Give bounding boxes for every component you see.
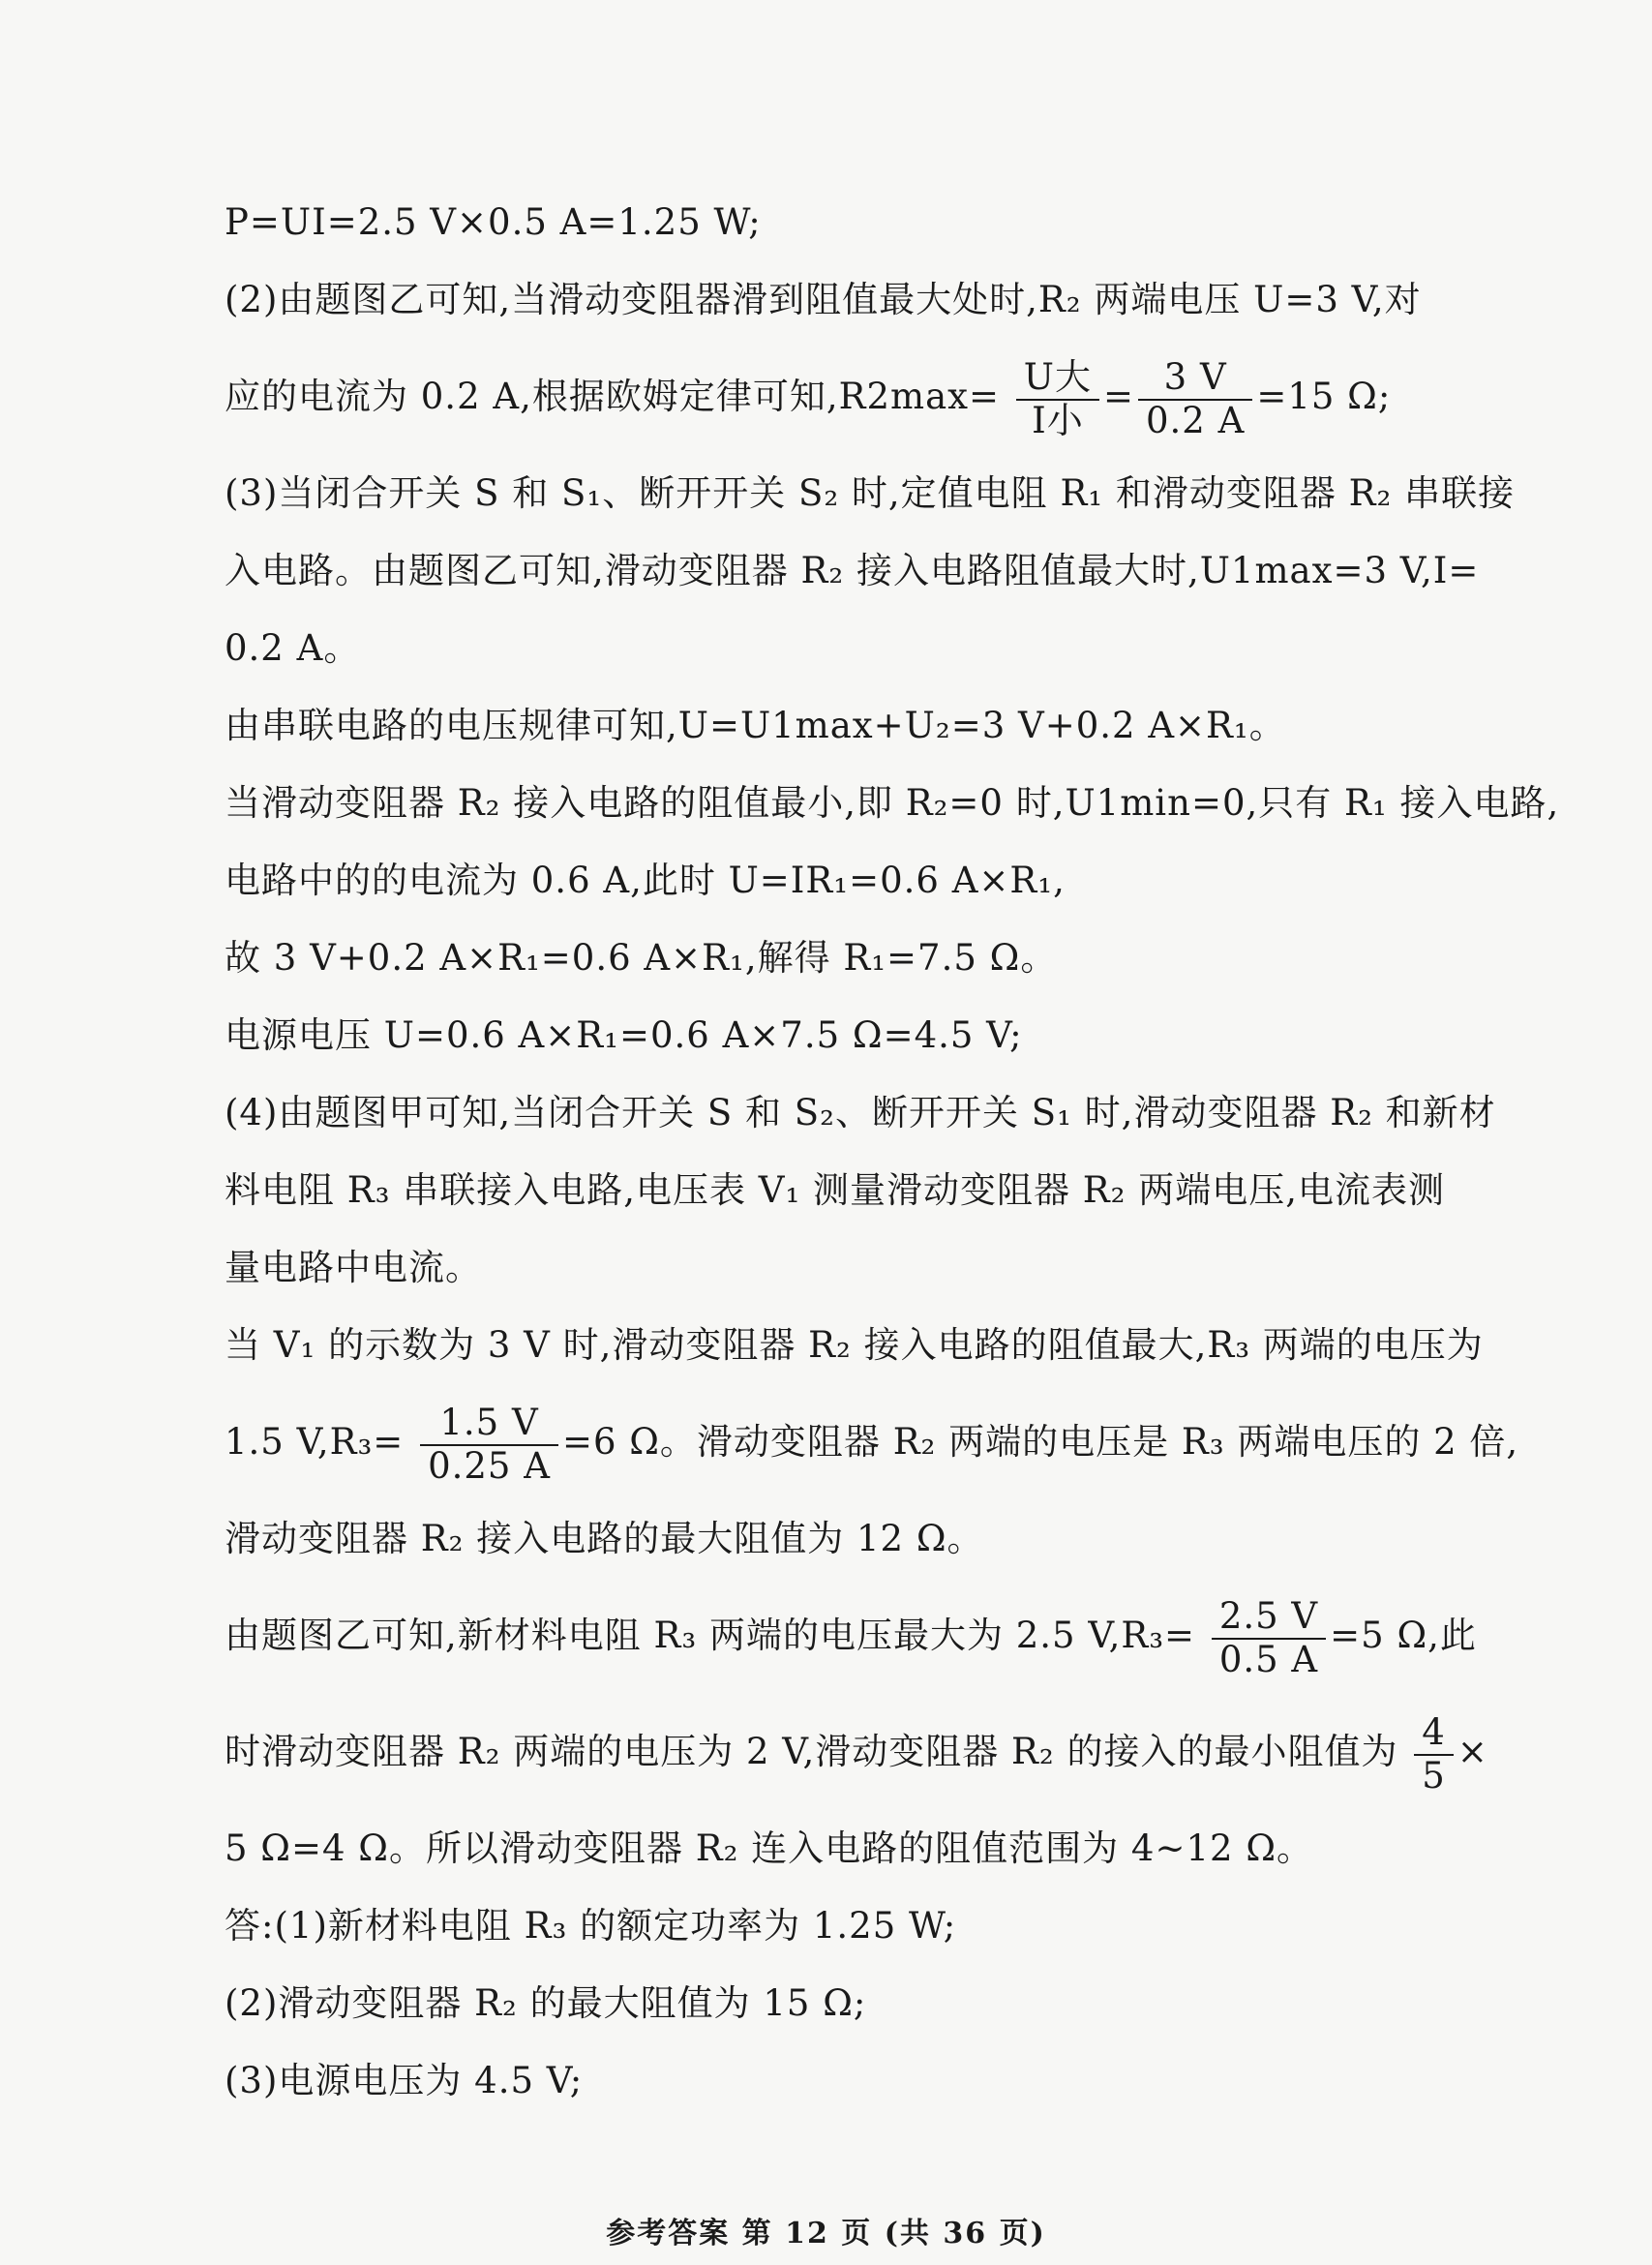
text-segment: 应的电流为 0.2 A,根据欧姆定律可知,R2max= (225, 376, 1001, 417)
text-line (225, 1384, 1519, 1500)
text-line: (2)由题图乙可知,当滑动变阻器滑到阻值最大处时,R₂ 两端电压 U=3 V,对 (225, 279, 1422, 320)
text-line: 料电阻 R₃ 串联接入电路,电压表 V₁ 测量滑动变阻器 R₂ 两端电压,电流表测 (225, 1169, 1446, 1211)
text-segment: × (1457, 1731, 1488, 1772)
fraction-denominator: 0.25 A (428, 1444, 551, 1487)
fraction-numerator: 2.5 V (1212, 1596, 1326, 1640)
text-line: (3)当闭合开关 S 和 S₁、断开开关 S₂ 时,定值电阻 R₁ 和滑动变阻器 R₂ 串联接 (225, 472, 1516, 514)
fraction-numerator: U大 (1016, 357, 1099, 401)
text-segment: 1.5 V,R₃= (225, 1421, 405, 1463)
text-line: 当 V₁ 的示数为 3 V 时,滑动变阻器 R₂ 接入电路的阻值最大,R₃ 两端的电压为 (225, 1324, 1484, 1366)
text-line: (3)电源电压为 4.5 V; (225, 2060, 584, 2101)
text-line: P=UI=2.5 V×0.5 A=1.25 W; (225, 201, 762, 243)
text-segment: 由题图乙可知,新材料电阻 R₃ 两端的电压最大为 2.5 V,R₃= (225, 1615, 1196, 1656)
text-line: 5 Ω=4 Ω。所以滑动变阻器 R₂ 连入电路的阻值范围为 4~12 Ω。 (225, 1827, 1313, 1869)
text-line (225, 1578, 1477, 1694)
text-line: 当滑动变阻器 R₂ 接入电路的阻值最小,即 R₂=0 时,U1min=0,只有 R₁ 接入电路, (225, 782, 1560, 824)
text-line: 由串联电路的电压规律可知,U=U1max+U₂=3 V+0.2 A×R₁。 (225, 705, 1286, 746)
text-line: 答:(1)新材料电阻 R₃ 的额定功率为 1.25 W; (225, 1905, 957, 1947)
fraction-numerator: 1.5 V (420, 1403, 558, 1446)
text-line: 0.2 A。 (225, 627, 361, 669)
text-segment: 时滑动变阻器 R₂ 两端的电压为 2 V,滑动变阻器 R₂ 的接入的最小阻值为 (225, 1731, 1398, 1772)
text-line: 滑动变阻器 R₂ 接入电路的最大阻值为 12 Ω。 (225, 1518, 984, 1559)
fraction-numerator: 3 V (1138, 357, 1252, 401)
text-line: 入电路。由题图乙可知,滑动变阻器 R₂ 接入电路阻值最大时,U1max=3 V,I= (225, 550, 1480, 591)
fraction (1414, 1712, 1454, 1797)
page-footer: 参考答案 第 12 页 (共 36 页) (606, 2217, 1046, 2250)
fraction-numerator: 4 (1414, 1712, 1454, 1756)
text-line (225, 1694, 1488, 1810)
text-segment: =15 Ω; (1256, 376, 1392, 417)
fraction-denominator: 0.5 A (1218, 1638, 1319, 1680)
fraction-denominator: 5 (1422, 1754, 1446, 1797)
text-line: 应的电流为 0.2 A,根据欧姆定律可知,R2max= $\frac{\text{U大}}{\text{I小}}$ = $\frac{3 V}{0.2 A}$ =15 Ω; (225, 355, 1392, 441)
text-segment: =5 Ω,此 (1330, 1615, 1477, 1656)
text-line: 量电路中电流。 (225, 1247, 482, 1288)
fraction (1212, 1596, 1326, 1680)
text-line: 故 3 V+0.2 A×R₁=0.6 A×R₁,解得 R₁=7.5 Ω。 (225, 937, 1058, 979)
text-line: 电路中的的电流为 0.6 A,此时 U=IR₁=0.6 A×R₁, (225, 860, 1066, 901)
fraction (1016, 357, 1099, 441)
text-line: (2)滑动变阻器 R₂ 的最大阻值为 15 Ω; (225, 1982, 867, 2024)
fraction-denominator: I小 (1032, 399, 1084, 441)
answer-page (225, 184, 1560, 2120)
text-line: 电源电压 U=0.6 A×R₁=0.6 A×7.5 Ω=4.5 V; (225, 1014, 1023, 1056)
fraction-denominator: 0.2 A (1146, 399, 1246, 441)
text-line: (4)由题图甲可知,当闭合开关 S 和 S₂、断开开关 S₁ 时,滑动变阻器 R₂ 和新材 (225, 1092, 1496, 1133)
text-segment: =6 Ω。滑动变阻器 R₂ 两端的电压是 R₃ 两端电压的 2 倍, (561, 1421, 1519, 1463)
fraction (1138, 357, 1252, 441)
fraction (420, 1403, 558, 1487)
